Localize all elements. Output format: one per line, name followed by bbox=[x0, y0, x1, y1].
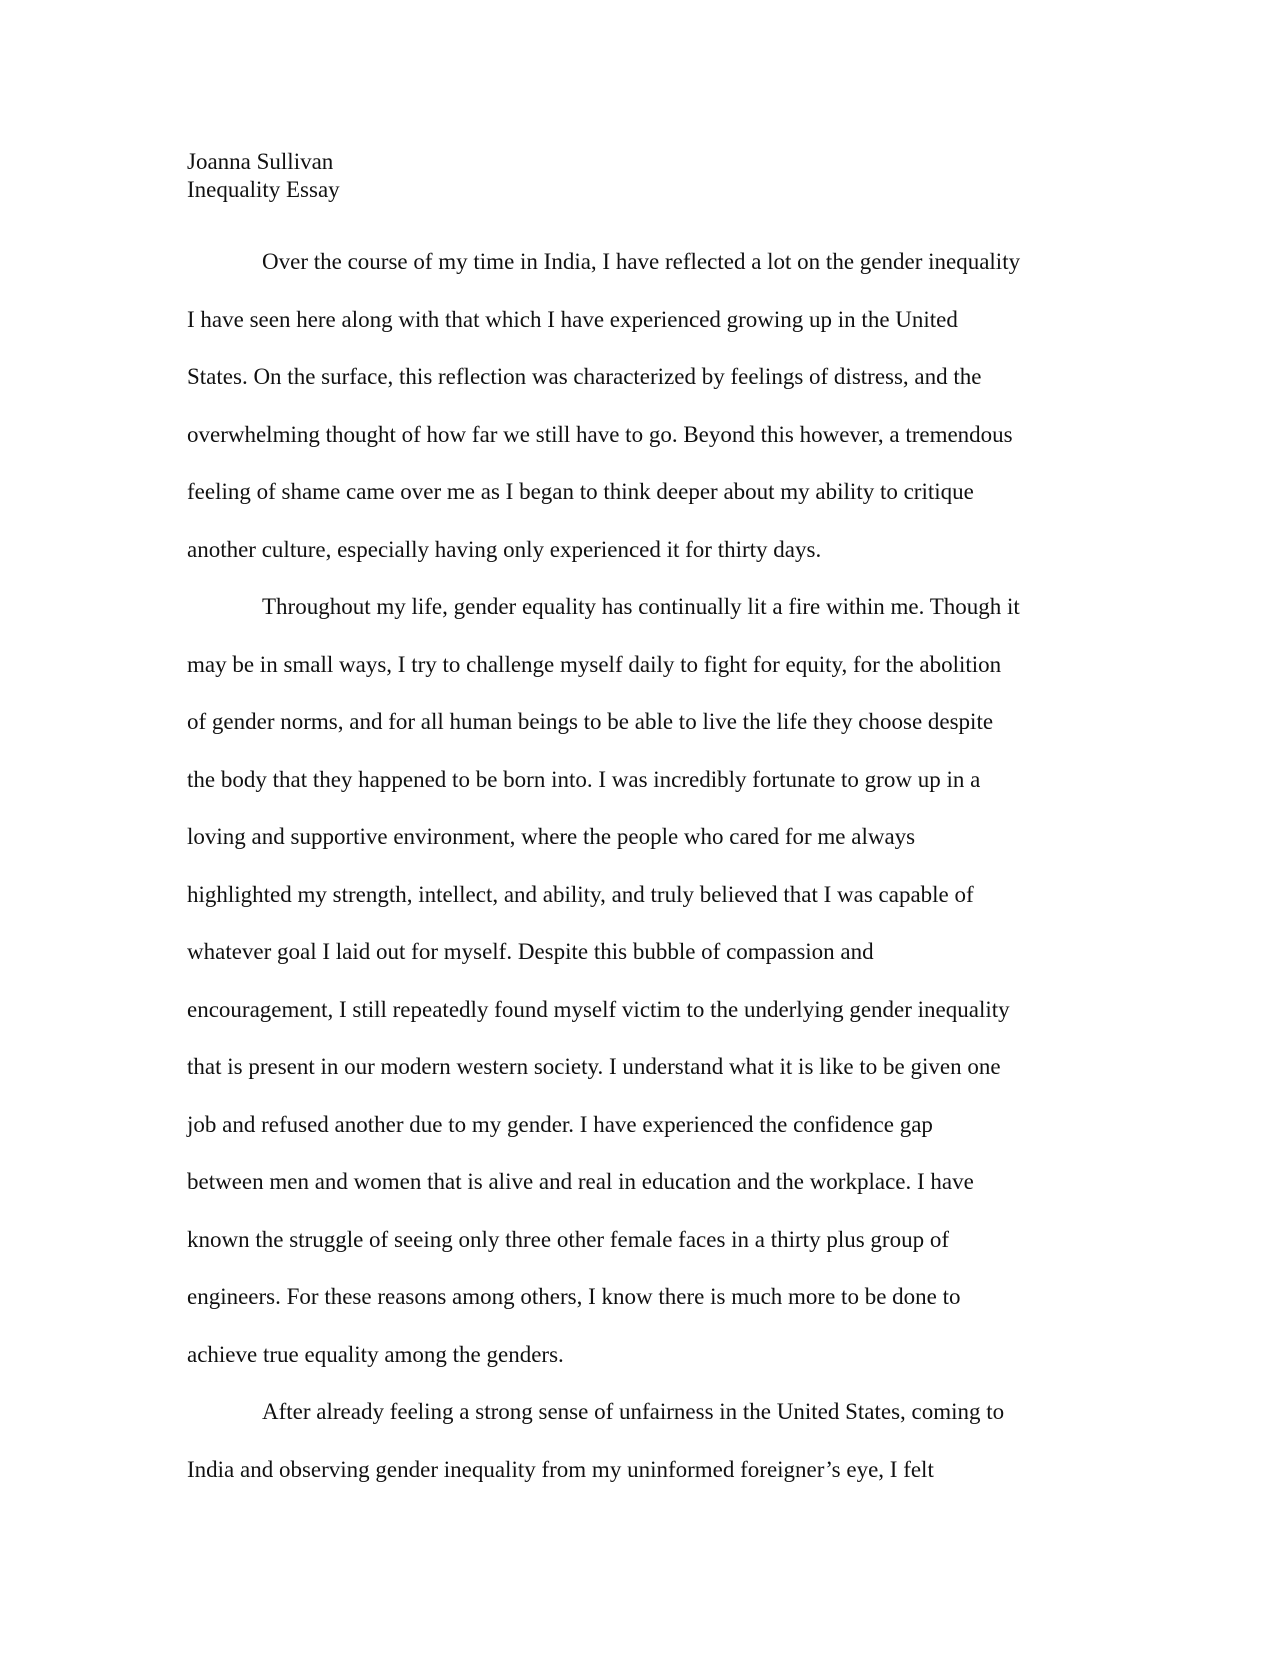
paragraph-line: known the struggle of seeing only three other female faces in a thirty plus group of bbox=[187, 1226, 949, 1252]
document-header bbox=[187, 148, 1087, 204]
paragraph-line: highlighted my strength, intellect, and ability, and truly believed that I was capable of bbox=[187, 881, 974, 907]
paragraph-line: the body that they happened to be born into. I was incredibly fortunate to grow up in a bbox=[187, 766, 981, 792]
paragraph-line: of gender norms, and for all human beings to be able to live the life they choose despite bbox=[187, 709, 994, 734]
paragraph-line: job and refused another due to my gender. I have experienced the confidence gap bbox=[187, 1111, 933, 1137]
paragraph-line: may be in small ways, I try to challenge myself daily to fight for equity, for the abolition bbox=[187, 651, 1002, 677]
paragraph-line: After already feeling a strong sense of unfairness in the United States, coming to bbox=[262, 1399, 1005, 1424]
paragraph-line: feeling of shame came over me as I began to think deeper about my ability to critique bbox=[187, 479, 974, 504]
paragraph-line: Throughout my life, gender equality has continually lit a fire within me. Though it bbox=[262, 594, 1020, 619]
essay-body bbox=[187, 233, 1087, 1498]
paragraph-line: another culture, especially having only experienced it for thirty days. bbox=[187, 536, 822, 562]
author-name: Joanna Sullivan bbox=[187, 149, 334, 174]
paragraph-line: I have seen here along with that which I have experienced growing up in the United bbox=[187, 306, 958, 332]
paragraph-line: encouragement, I still repeatedly found myself victim to the underlying gender inequality bbox=[187, 996, 1010, 1022]
paragraph-line: whatever goal I laid out for myself. Despite this bubble of compassion and bbox=[187, 939, 874, 964]
paragraph-line: Over the course of my time in India, I have reflected a lot on the gender inequality bbox=[262, 249, 1021, 274]
paragraph-line: overwhelming thought of how far we still have to go. Beyond this however, a tremendous bbox=[187, 421, 1013, 447]
paragraph-line: India and observing gender inequality from my uninformed foreigner’s eye, I felt bbox=[187, 1456, 934, 1482]
paragraph-line: engineers. For these reasons among others, I know there is much more to be done to bbox=[187, 1284, 961, 1309]
paragraph-line: between men and women that is alive and real in education and the workplace. I have bbox=[187, 1169, 974, 1194]
paragraph-line: achieve true equality among the genders. bbox=[187, 1341, 564, 1367]
paragraph-line: that is present in our modern western society. I understand what it is like to be given one bbox=[187, 1054, 1001, 1079]
paragraph-line: loving and supportive environment, where the people who cared for me always bbox=[187, 824, 916, 849]
paragraph-line: States. On the surface, this reflection was characterized by feelings of distress, and the bbox=[187, 364, 982, 389]
essay-title: Inequality Essay bbox=[187, 177, 340, 202]
